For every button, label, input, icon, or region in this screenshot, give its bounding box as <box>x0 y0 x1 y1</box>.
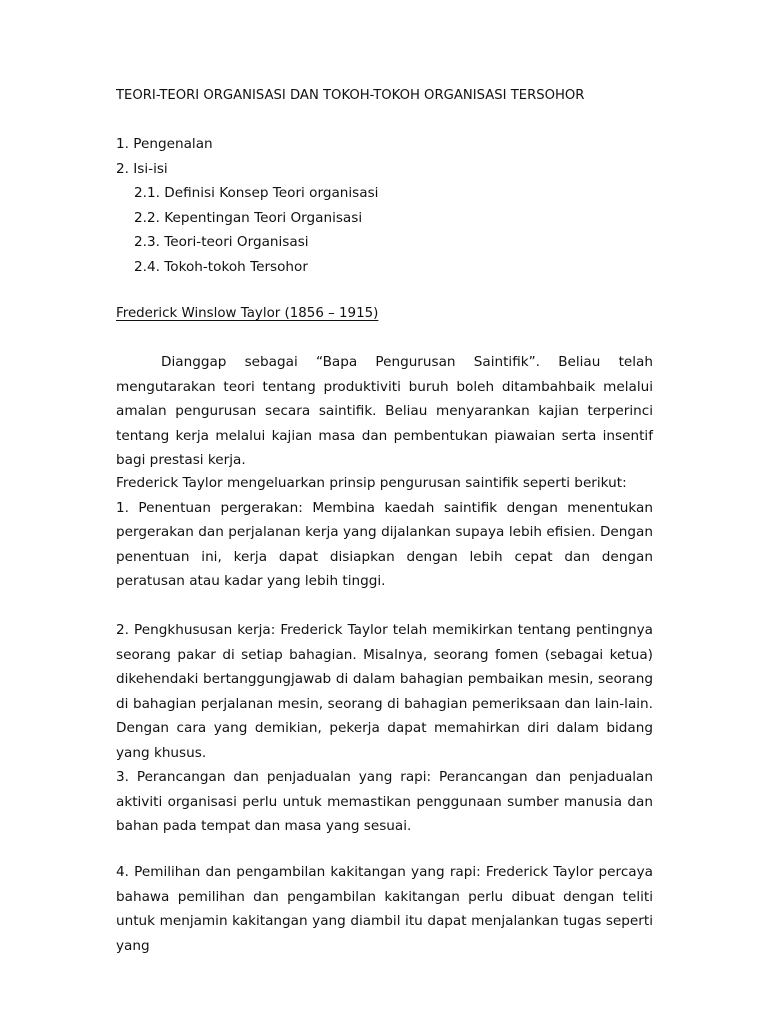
toc-subitem: 2.2. Kepentingan Teori Organisasi <box>134 210 363 226</box>
toc-item: 2. Isi-isi <box>116 161 168 177</box>
principles-paragraph <box>116 471 653 594</box>
toc-item: 1. Pengenalan <box>116 136 213 152</box>
principle-paragraph <box>116 860 653 954</box>
paragraph-text: 1. Penentuan pergerakan: Membina kaedah saintifik dengan menentukan pergerakan dan perjalanan kerja yang dijalankan supaya lebih efisien. Dengan penentuan ini, kerja dapat disiapkan dengan lebih cepat dan dengan peratusan atau kadar yang lebih tinggi. <box>116 499 653 589</box>
toc-subitem: 2.4. Tokoh-tokoh Tersohor <box>134 259 308 275</box>
principle-paragraph <box>116 618 653 765</box>
toc-subitem: 2.3. Teori-teori Organisasi <box>134 234 309 250</box>
principle-paragraph <box>116 765 653 839</box>
paragraph-text: 3. Perancangan dan penjadualan yang rapi: Perancangan dan penjadualan aktiviti organisasi perlu untuk memastikan penggunaan sumber manusia dan bahan pada tempat dan masa yang sesuai. <box>116 769 653 834</box>
paragraph-text: Frederick Taylor mengeluarkan prinsip pengurusan saintifik seperti berikut: <box>116 475 627 491</box>
section-heading: Frederick Winslow Taylor (1856 – 1915) <box>116 306 379 321</box>
paragraph-text: Dianggap sebagai “Bapa Pengurusan Saintifik”. Beliau telah mengutarakan teori tentang produktiviti buruh boleh ditambahbaik melalui amalan pengurusan secara saintifik. Beliau menyarankan kajian terperinci tentang kerja melalui kajian masa dan pembentukan piawaian serta insentif bagi prestasi kerja. <box>116 354 653 468</box>
paragraph-text: 2. Pengkhususan kerja: Frederick Taylor telah memikirkan tentang pentingnya seorang pakar di setiap bahagian. Misalnya, seorang fomen (sebagai ketua) dikehendaki bertanggungjawab di dalam bahagian pembaikan mesin, seorang di bahagian perjalanan mesin, seorang di bahagian pemeriksaan dan lain-lain. Dengan cara yang demikian, pekerja dapat memahirkan diri dalam bidang yang khusus. <box>116 622 653 761</box>
paragraph-text: 4. Pemilihan dan pengambilan kakitangan yang rapi: Frederick Taylor percaya bahawa pemilihan dan pengambilan kakitangan perlu dibuat dengan teliti untuk menjamin kakitangan yang diambil itu dapat menjalankan tugas seperti yang <box>116 864 653 954</box>
document-title: TEORI-TEORI ORGANISASI DAN TOKOH-TOKOH ORGANISASI TERSOHOR <box>116 88 585 103</box>
intro-paragraph <box>116 350 653 473</box>
toc-subitem: 2.1. Definisi Konsep Teori organisasi <box>134 185 379 201</box>
